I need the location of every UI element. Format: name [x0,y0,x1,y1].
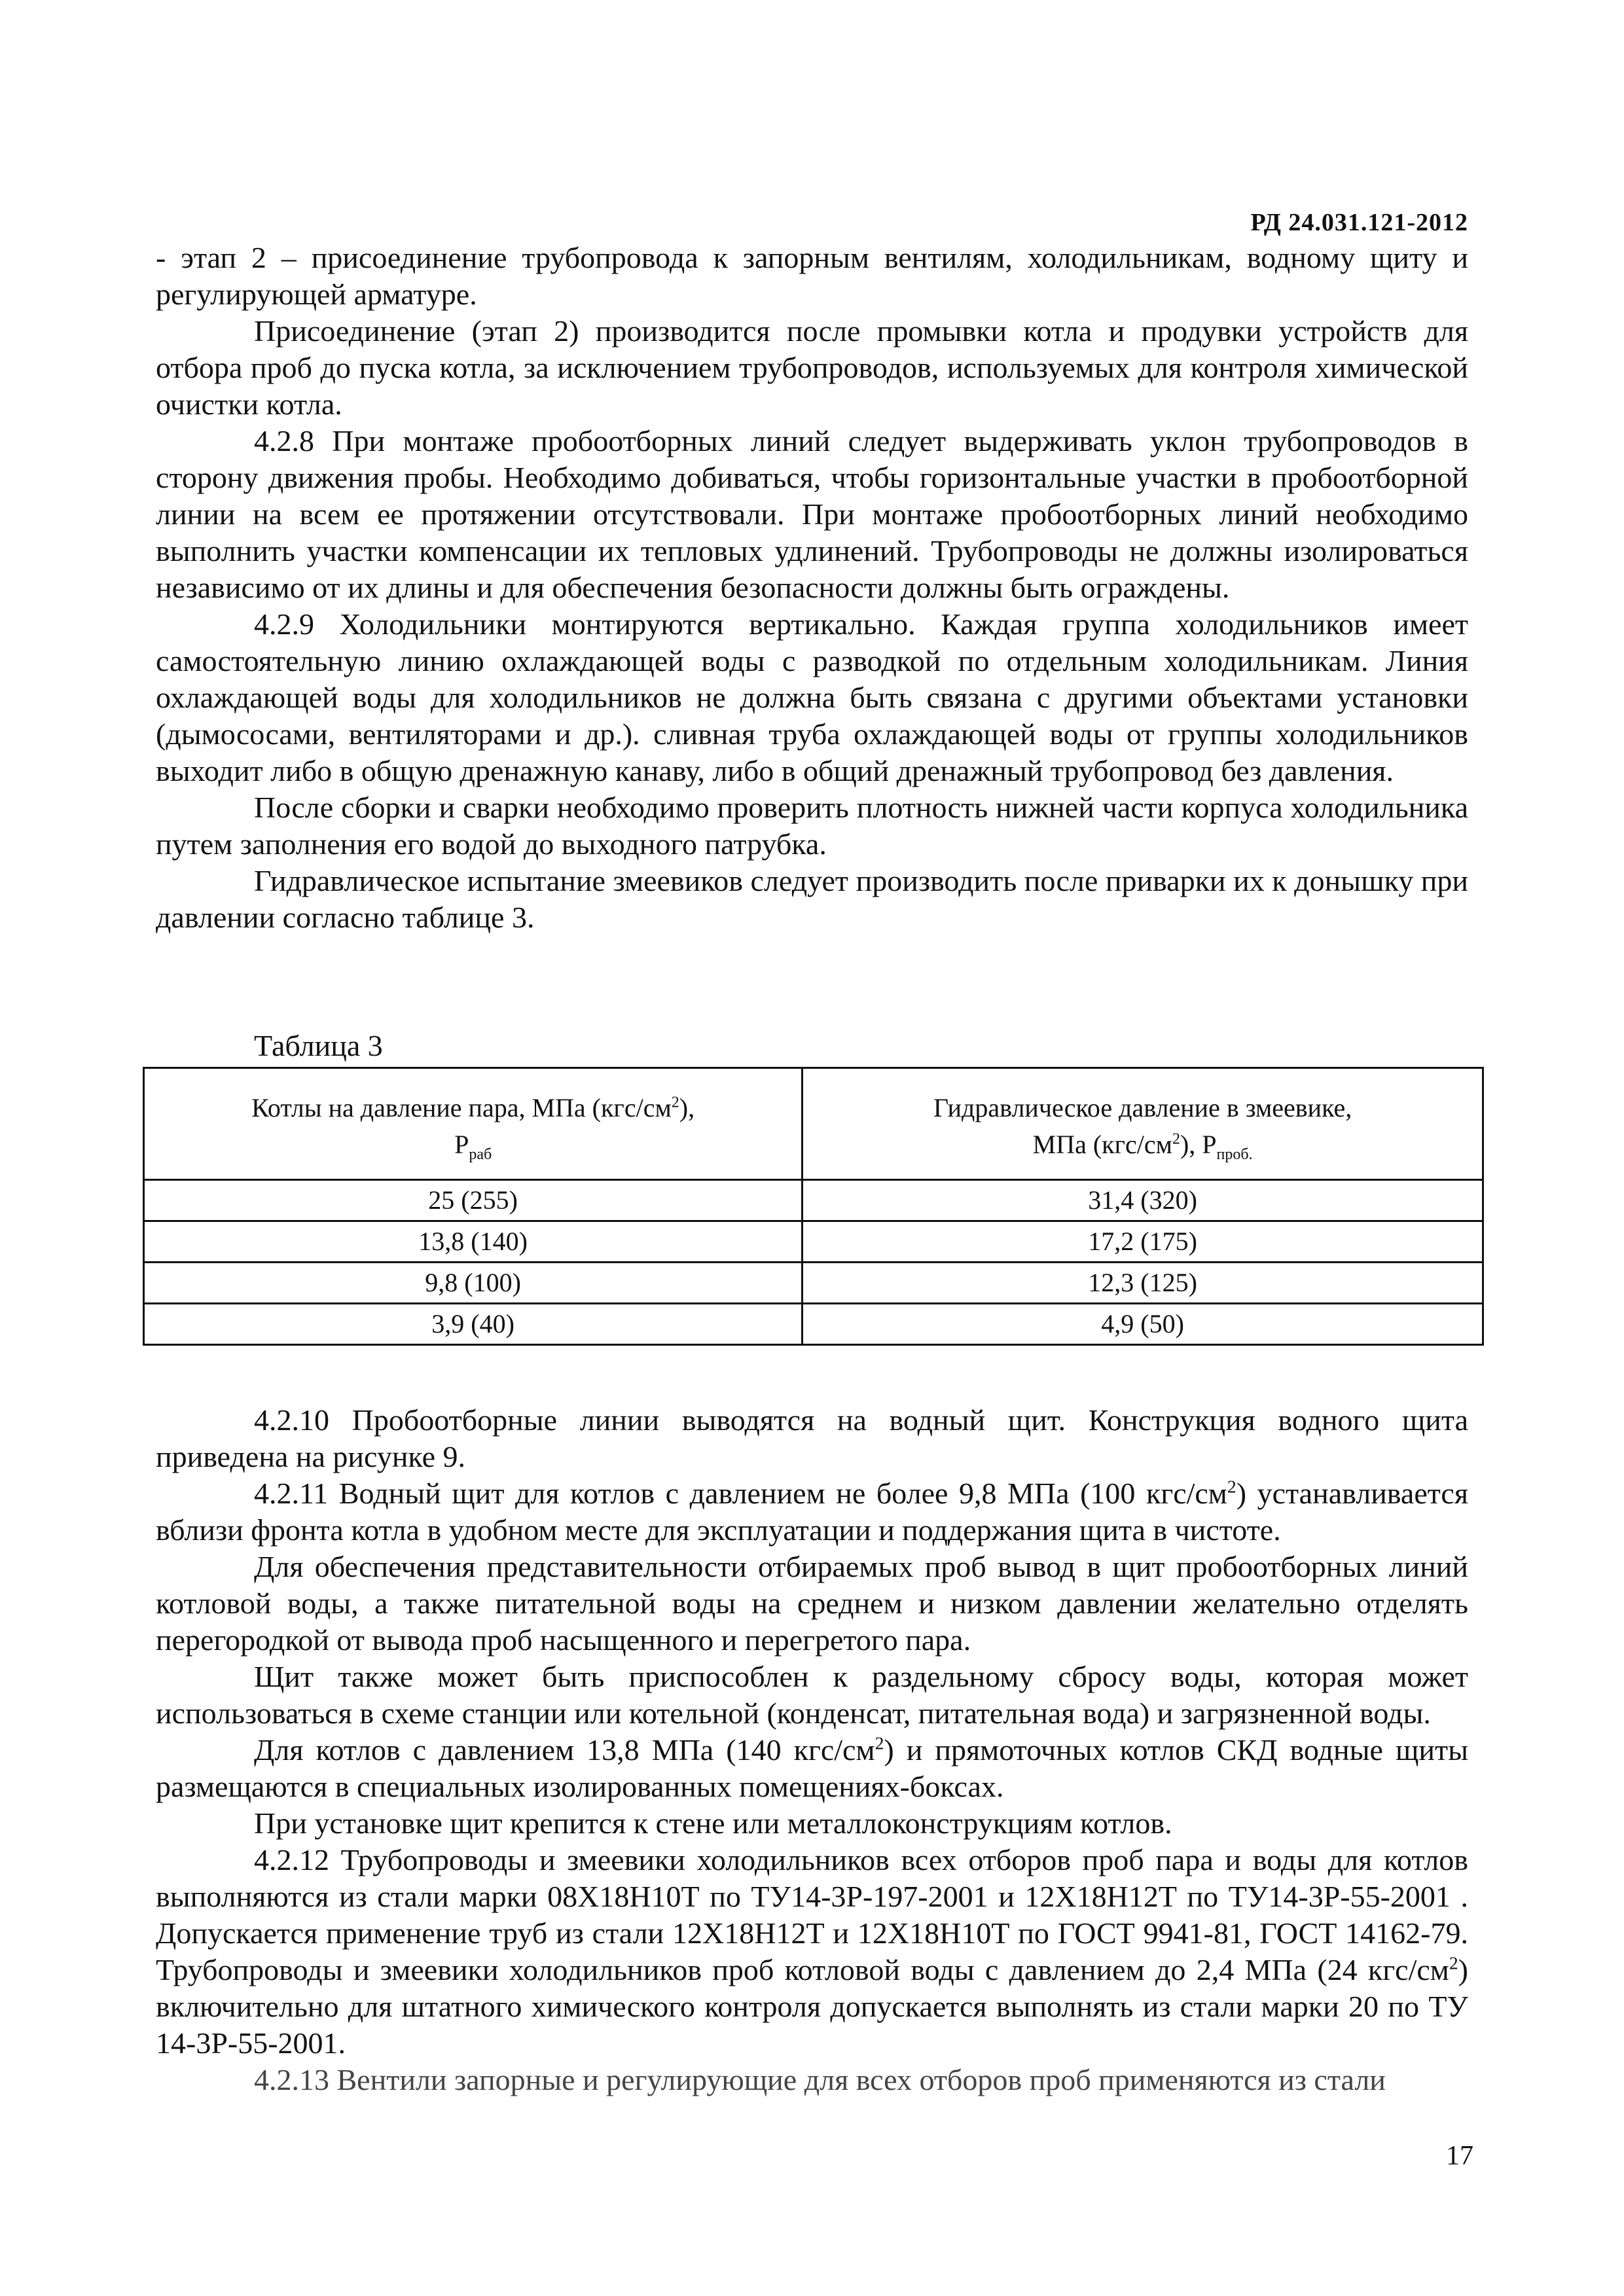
table-cell: 17,2 (175) [803,1221,1483,1263]
paragraph: - этап 2 – присоединение трубопровода к запорным вентилям, холодильникам, водному щиту и регулирующей арматуре. [156,241,1468,311]
table-caption: Таблица 3 [254,1029,383,1062]
pressure-table [143,1067,1484,1346]
paragraph-4-2-8: 4.2.8 При монтаже пробоотборных линий следует выдерживать уклон трубопроводов в сторону движения пробы. Необходимо добиваться, чтобы горизонтальные участки в пробоотборной линии на всем ее протяжении отсутствовали. При монтаже пробоотборных линий необходимо выполнить участки компенсации их тепловых удлинений. Трубопроводы не должны изолироваться независимо от их длины и для обеспечения безопасности должны быть ограждены. [156,424,1468,604]
page-number: 17 [1446,2141,1473,2171]
table-cell: 9,8 (100) [144,1263,803,1304]
table-cell: 3,9 (40) [144,1304,803,1345]
body-text-top [156,240,1468,936]
table-header-hydraulic-pressure: Гидравлическое давление в змеевике, МПа $(кгс/см^2)$, $Р_{проб.}$ [803,1068,1483,1180]
paragraph: Гидравлическое испытание змеевиков следует производить после приварки их к донышку при давлении согласно таблице 3. [156,864,1468,934]
paragraph: Щит также может быть приспособлен к раздельному сбросу воды, которая может использоваться в схеме станции или котельной (конденсат, питательная вода) и загрязненной воды. [156,1660,1468,1730]
table-header-boiler-pressure: Котлы на давление пара, МПа $(кгс/см^2)$, $Р_{раб}$ [144,1068,803,1180]
paragraph: Присоединение (этап 2) производится после промывки котла и продувки устройств для отбора проб до пуска котла, за исключением трубопроводов, используемых для контроля химической очистки котла. [156,314,1468,421]
paragraph-4-2-13: 4.2.13 Вентили запорные и регулирующие для всех отборов проб применяются из стали [254,2063,1386,2096]
paragraph-4-2-10: 4.2.10 Пробоотборные линии выводятся на водный щит. Конструкция водного щита приведена на рисунке 9. [156,1403,1468,1473]
table-row [144,1304,1483,1345]
table-row [144,1263,1483,1304]
table-cell: 12,3 (125) [803,1263,1483,1304]
table-cell: 13,8 (140) [144,1221,803,1263]
paragraph-4-2-9: 4.2.9 Холодильники монтируются вертикально. Каждая группа холодильников имеет самостоятельную линию охлаждающей воды с разводкой по отдельным холодильникам. Линия охлаждающей воды для холодильников не должна быть связана с другими объектами установки (дымососами, вентиляторами и др.). сливная труба охлаждающей воды от группы холодильников выходит либо в общую дренажную канаву, либо в общий дренажный трубопровод без давления. [156,607,1468,787]
table-row [144,1180,1483,1221]
table-cell: 4,9 (50) [803,1304,1483,1345]
paragraph: Для обеспечения представительности отбираемых проб вывод в щит пробоотборных линий котловой воды, а также питательной воды на среднем и низком давлении желательно отделять перегородкой от вывода проб насыщенного и перегретого пара. [156,1550,1468,1657]
document-code: РД 24.031.121-2012 [1250,209,1468,236]
paragraph-4-2-11: 4.2.11 Водный щит для котлов с давлением не более 9,8 МПа (100 кгс/$см^2$) устанавливается вблизи фронта котла в удобном месте для эксплуатации и поддержания щита в чистоте. [156,1476,1468,1547]
table-cell: 25 (255) [144,1180,803,1221]
paragraph: После сборки и сварки необходимо проверить плотность нижней части корпуса холодильника путем заполнения его водой до выходного патрубка. [156,791,1468,861]
body-text-bottom [156,1402,1468,2098]
table-row [144,1221,1483,1263]
paragraph-4-2-12: 4.2.12 Трубопроводы и змеевики холодильников всех отборов проб пара и воды для котлов выполняются из стали марки 08Х18Н10Т по ТУ14-3Р-197-2001 и 12Х18Н12Т по ТУ14-3Р-55-2001 . Допускается применение труб из стали 12Х18Н12Т и 12Х18Н10Т по ГОСТ 9941-81, ГОСТ 14162-79. Трубопроводы и змеевики холодильников проб котловой воды с давлением до 2,4 МПа (24 кгс/$см^2$) включительно для штатного химического контроля допускается выполнять из стали марки 20 по ТУ 14-3Р-55-2001. [156,1843,1468,2060]
table-cell: 31,4 (320) [803,1180,1483,1221]
paragraph: Для котлов с давлением 13,8 МПа (140 кгс/$см^2$) и прямоточных котлов СКД водные щиты размещаются в специальных изолированных помещениях-боксах. [156,1732,1468,1803]
paragraph: При установке щит крепится к стене или металлоконструкциям котлов. [254,1806,1172,1840]
table-header-row [144,1068,1483,1180]
